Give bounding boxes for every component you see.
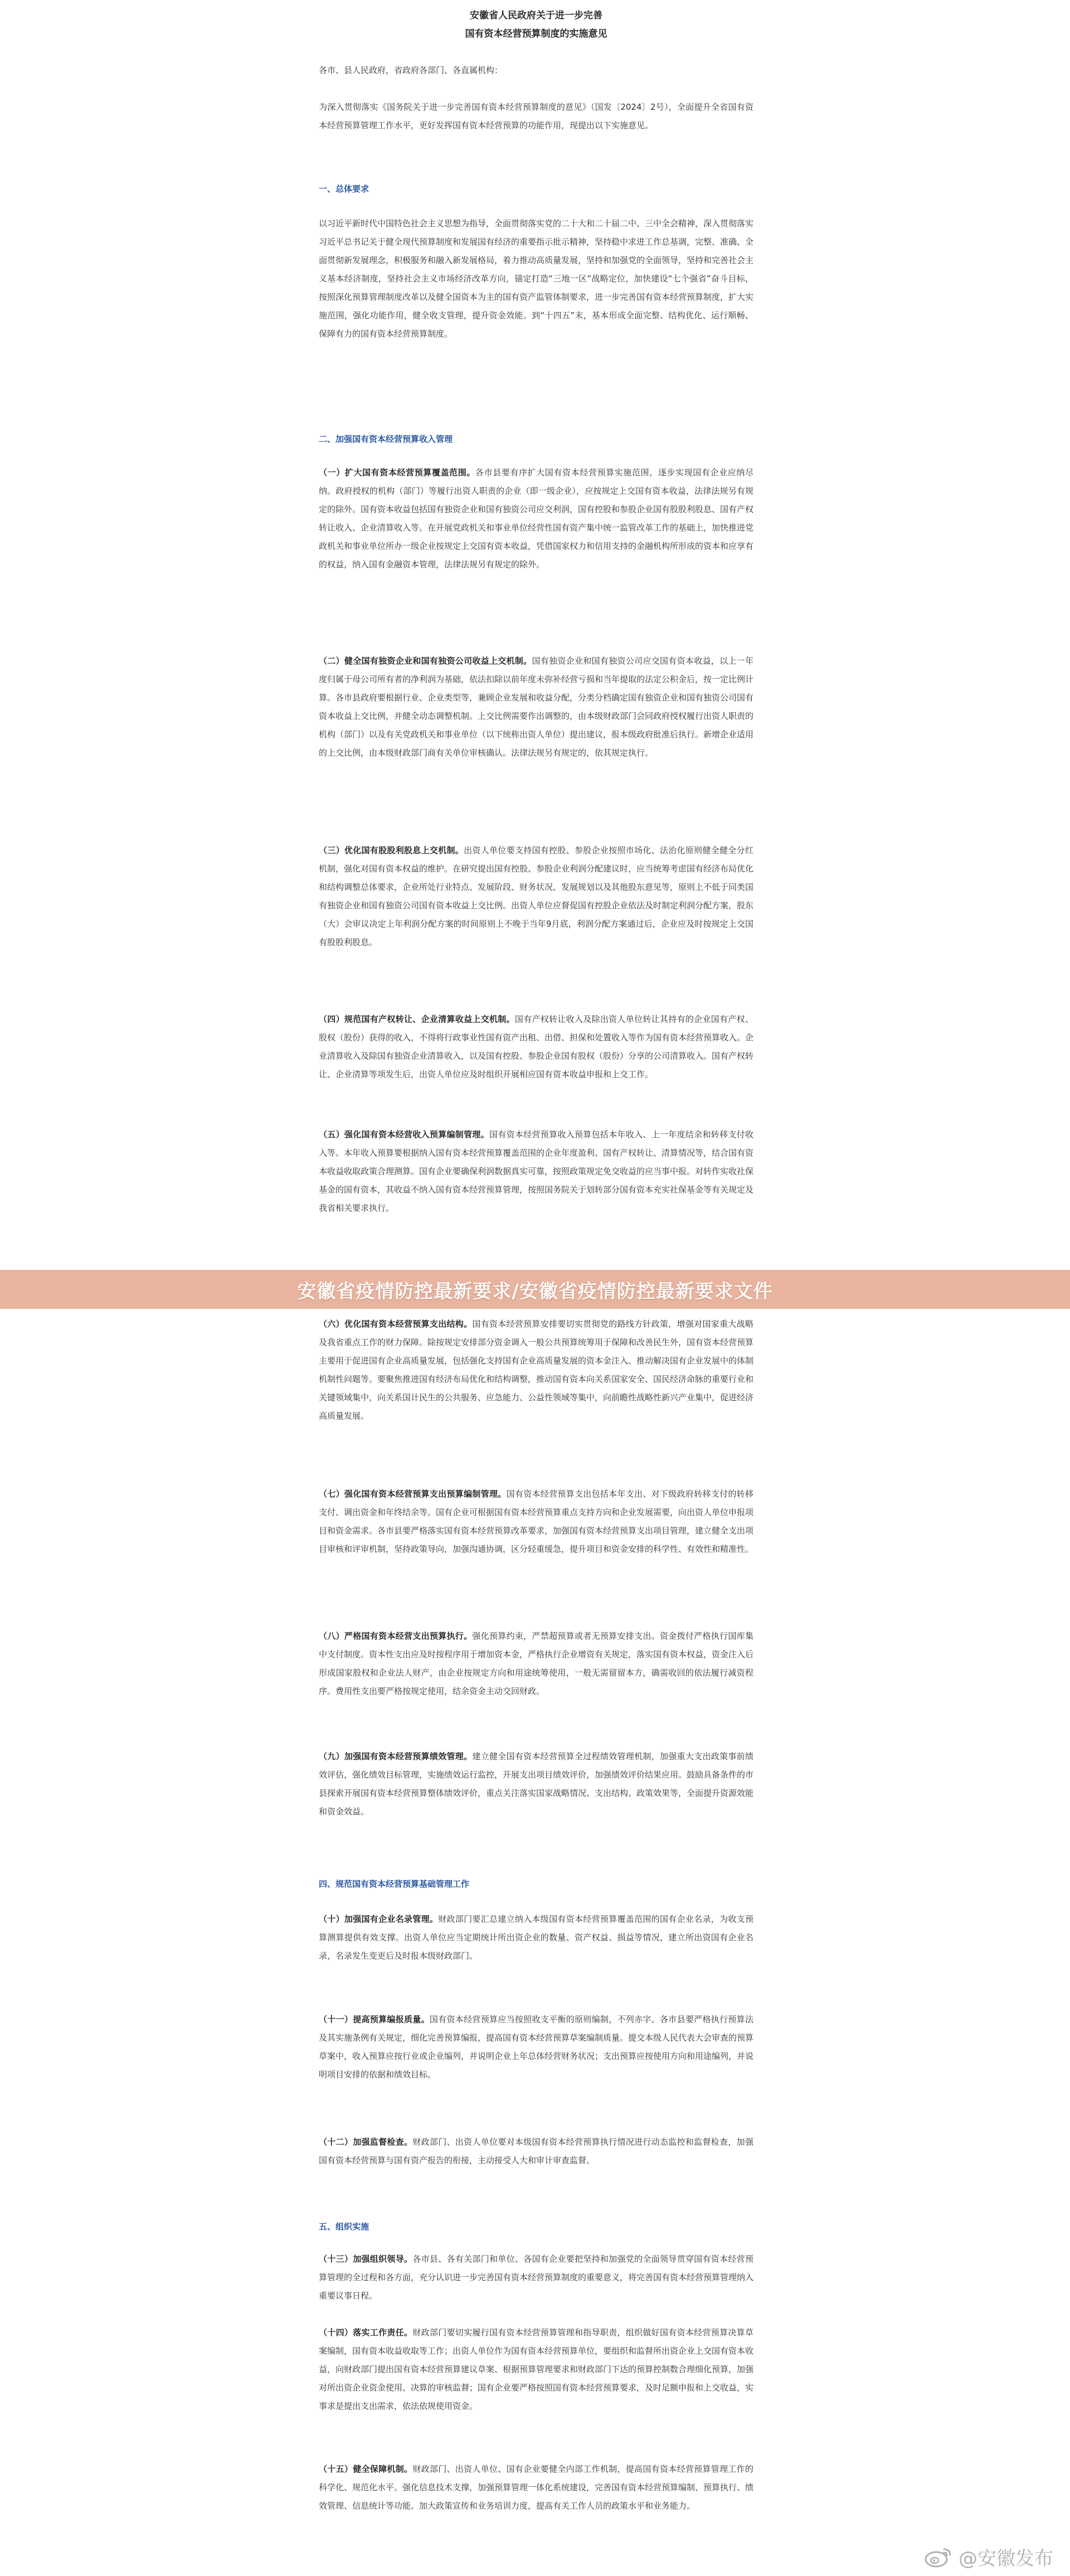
- item-15-lead: （十五）健全保障机制。: [319, 2464, 413, 2474]
- item-5-body: 国有资本经营预算收入预算包括本年收入、上一年度结余和转移支付收入等。本年收入预算要根据纳入国有资本经营预算覆盖范围的企业年度盈利、国有产权转让、清算情况等，结合国有资本收益收取政策合理测算。国有企业要确保利润数据真实可靠，按照政策规定免交收益的应当事中报。对转作实收社保基金的国有资本，其收益不纳入国有资本经营预算管理，按照国务院关于划转部分国有资本充实社保基金等有关规定及我省相关要求执行。: [319, 1129, 753, 1213]
- item-11-body: 国有资本经营预算应当按照收支平衡的原则编制，不列赤字。各市县要严格执行预算法及其实施条例有关规定，细化完善预算编报，提高国有资本经营预算草案编制质量。提交本级人民代表大会审查的预算草案中，收入预算应按行业或企业编列，并说明企业上年总体经营财务状况；支出预算应按使用方向和用途编列，并说明项目安排的依据和绩效目标。: [319, 2014, 753, 2080]
- section-1-heading: 一、总体要求: [319, 184, 369, 194]
- article-title-banner[interactable]: [0, 1270, 1070, 1309]
- item-10-body: 财政部门要汇总建立纳入本级国有资本经营预算覆盖范围的国有企业名录，为收支预算测算提供有效支撑。出资人单位应当定期统计所出资企业的数量、资产权益、损益等情况，建立所出资国有企业名录，名录发生变更后及时报本级财政部门。: [319, 1914, 753, 1961]
- item-12: [319, 2133, 753, 2188]
- item-15: [319, 2460, 753, 2552]
- item-12-lead: （十二）加强监督检查。: [319, 2137, 413, 2147]
- item-3: [319, 841, 753, 1007]
- item-4-body: 国有产权转让收入及除出资人单位转让其持有的企业国有产权、股权（股份）获得的收入，不得将行政事业性国有资产出租、出借、担保和处置收入等作为国有资本经营预算收入。企业清算收入及除国有独资企业清算收入，以及国有控股、参股企业国有股权（股份）分享的公司清算收入。国有产权转让、企业清算等项发生后，出资人单位应及时组织开展相应国有资本收益申报和上交工作。: [319, 1014, 753, 1079]
- item-10-lead: （十）加强国有企业名录管理。: [319, 1914, 439, 1924]
- item-6: [319, 1315, 753, 1481]
- item-3-body: 出资人单位要支持国有控股、参股企业按照市场化、法治化原则健全健全分红机制，强化对国有资本权益的维护。在研究提出国有控股、参股企业利润分配建议时，应当统筹考虑国有经济布局优化和结构调整总体要求，企业所处行业特点、发展阶段、财务状况、发展规划以及其他股东意见等，原则上不低于同类国有独资企业和国有独资公司国有资本收益上交比例。出资人单位应督促国有控股企业依法及时制定利润分配方案，股东（大）会审议决定上年利润分配方案的时间原则上不晚于当年9月底，利润分配方案通过后，企业应及时按规定上交国有股股利股息。: [319, 845, 753, 947]
- item-13-lead: （十三）加强组织领导。: [319, 2254, 413, 2264]
- item-5: [319, 1126, 753, 1254]
- item-2-lead: （二）健全国有独资企业和国有独资公司收益上交机制。: [319, 656, 532, 666]
- weibo-icon: [924, 2546, 953, 2568]
- item-9-lead: （九）加强国有资本经营预算绩效管理。: [319, 1751, 473, 1761]
- section-1-body: 以习近平新时代中国特色社会主义思想为指导，全面贯彻落实党的二十大和二十届二中、三中全会精神，深入贯彻落实习近平总书记关于健全现代预算制度和发展国有经济的重要指示批示精神，坚持稳中求进工作总基调，完整、准确、全面贯彻新发展理念，积极服务和融入新发展格局，着力推动高质量发展，坚持和加强党的全面领导，坚持和完善社会主义基本经济制度，坚持社会主义市场经济改革方向，锚定打造“三地一区”战略定位，加快建设“七个强省”奋斗目标，按照深化预算管理制度改革以及健全国资本为主的国有资产监管体制要求，进一步完善国有资本经营预算制度，扩大实施范围，强化功能作用，健全收支管理，提升资金效能。到“十四五”末，基本形成全面完整、结构优化、运行顺畅、保障有力的国有资本经营预算制度。: [319, 218, 753, 339]
- item-8-body: 强化预算约束，严禁超预算或者无预算安排支出。资金拨付严格执行国库集中支付制度。资本性支出应及时按程序用于增加资本金，严格执行企业增资有关规定，落实国有资本权益，资金注入后形成国家股权和企业法人财产，由企业按规定方向和用途统筹使用，一般无需留留本方，确需收回的依法履行减资程序。费用性支出要严格按规定使用，结余资金主动交回财政。: [319, 1631, 753, 1696]
- item-13-body: 各市县、各有关部门和单位、各国有企业要把坚持和加强党的全面领导贯穿国有资本经营预算管理的全过程和各方面，充分认识进一步完善国有资本经营预算制度的重要意义，将完善国有资本经营预算管理纳入重要议事日程。: [319, 2254, 753, 2301]
- item-11-lead: （十一）提高预算编报质量。: [319, 2014, 430, 2024]
- item-7-body: 国有资本经营预算支出包括本年支出、对下级政府转移支付的转移支付、调出资金和年终结余等。国有企业可根据国有资本经营预算重点支持方向和企业发展需要，向出资人单位申报项目和资金需求。各市县要严格落实国有资本经营预算改革要求，加强国有资本经营预算支出项目管理，建立健全支出项目审核和评审机制，坚持政策导向，加强沟通协调，区分轻重缓急，提升项目和资金安排的科学性、有效性和精准性。: [319, 1489, 753, 1554]
- section-5-heading: 五、组织实施: [319, 2222, 369, 2232]
- item-4-lead: （四）规范国有产权转让、企业清算收益上交机制。: [319, 1014, 515, 1024]
- item-7-lead: （七）强化国有资本经营预算支出预算编制管理。: [319, 1489, 507, 1499]
- item-2-body: 国有独资企业和国有独资公司应交国有资本收益，以上一年度归属于母公司所有者的净利润为基础，依法扣除以前年度未弥补经营亏损和当年提取的法定公积金后，按一定比例计算。各市县政府要根据行业、企业类型等，兼顾企业发展和收益分配，分类分档确定国有独资企业和国有独资公司国有资本收益上交比例，并健全动态调整机制。上交比例需要作出调整的，由本级财政部门会同政府授权履行出资人职责的机构（部门）以及有关党政机关和事业单位（以下统称出资人单位）提出建议，报本级政府批准后执行。新增企业适用的上交比例，由本级财政部门商有关单位审核确认。法律法规另有规定的，依其规定执行。: [319, 656, 753, 758]
- item-8-lead: （八）严格国有资本经营支出预算执行。: [319, 1631, 473, 1641]
- item-8: [319, 1627, 753, 1737]
- intro-paragraph: 为深入贯彻落实《国务院关于进一步完善国有资本经营预算制度的意见》（国发〔2024〕2号），全面提升全省国有资本经营预算管理工作水平，更好发挥国有资本经营预算的功能作用，现提出以下实施意见。: [319, 102, 753, 130]
- item-13: [319, 2250, 753, 2305]
- item-14: [319, 2324, 753, 2434]
- section-4-heading: 四、规范国有资本经营预算基础管理工作: [319, 1879, 470, 1889]
- item-3-lead: （三）优化国有股股利股息上交机制。: [319, 845, 464, 855]
- item-14-body: 财政部门要切实履行国有资本经营预算管理和指导职责，组织做好国有资本经营预算决算草案编制，国有资本收益收取等工作；出资人单位作为国有资本经营预算单位，要组织和监督所出资企业上交国有资本收益，向财政部门提出国有资本经营预算建议草案、根据预算管理要求和财政部门下达的预算控制数合理细化预算，加强对所出资企业资金使用、决算的审核监督；国有企业要严格按照国有资本经营预算要求，及时足额申报和上交收益，实事求是提出支出需求，依法依规使用资金。: [319, 2327, 753, 2411]
- section-2-heading: 二、加强国有资本经营预算收入管理: [319, 434, 453, 444]
- item-1-body: 各市县要有序扩大国有资本经营预算实施范围，逐步实现国有企业应纳尽纳。政府授权的机构（部门）等履行出资人职责的企业（即一级企业），应按规定上交国有资本收益，法律法规另有规定的除外。国有资本收益包括国有独资企业和国有独资公司应交利润，国有控股和参股企业国有股股利股息、国有产权转让收入、企业清算收入等。在开展党政机关和事业单位经营性国有资产集中统一监管改革工作的基础上，加快推进党政机关和事业单位所办一级企业按规定上交国有资本收益，凭借国家权力和信用支持的金融机构所形成的资本和应享有的权益，纳入国有金融资本管理，法律法规另有规定的除外。: [319, 468, 753, 569]
- watermark: [924, 2543, 1053, 2570]
- title-line-1: 安徽省人民政府关于进一步完善: [470, 10, 602, 21]
- item-4: [319, 1010, 753, 1121]
- addressee: 各市、县人民政府，省政府各部门、各直属机构：: [319, 65, 503, 75]
- banner-title: 安徽省疫情防控最新要求/安徽省疫情防控最新要求文件: [297, 1280, 773, 1303]
- item-1-lead: （一）扩大国有资本经营预算覆盖范围。: [319, 468, 476, 478]
- item-1: [319, 464, 753, 647]
- item-14-lead: （十四）落实工作责任。: [319, 2327, 413, 2338]
- item-12-body: 财政部门、出资人单位要对本级国有资本经营预算执行情况进行动态监控和监督检查，加强国有资本经营预算与国有资产报告的衔接，主动接受人大和审计审查监督。: [319, 2137, 753, 2165]
- title-line-2: 国有资本经营预算制度的实施意见: [465, 28, 607, 40]
- watermark-text: @安徽发布: [959, 2548, 1053, 2570]
- document-title: [319, 7, 753, 43]
- item-11: [319, 2010, 753, 2102]
- item-9-body: 建立健全国有资本经营预算全过程绩效管理机制，加强重大支出政策事前绩效评估，强化绩效目标管理，实施绩效运行监控，开展支出项目绩效评价，加强绩效评价结果应用。鼓励具备条件的市县探索开展国有资本经营预算整体绩效评价，重点关注落实国家战略情况、支出结构、政策效果等，全面提升资源效能和资金效益。: [319, 1751, 753, 1817]
- item-2: [319, 652, 753, 836]
- item-9: [319, 1747, 753, 1858]
- item-15-body: 财政部门、出资人单位、国有企业要健全内部工作机制，提高国有资本经营预算管理工作的科学化、规范化水平。强化信息技术支撑，加强预算管理一体化系统建设，完善国有资本经营预算编制、预算执行、绩效管理、信息统计等功能。加大政策宣传和业务培训力度，提高有关工作人员的政策水平和业务能力。: [319, 2464, 753, 2511]
- item-10: [319, 1910, 753, 1984]
- item-5-lead: （五）强化国有资本经营收入预算编制管理。: [319, 1129, 489, 1140]
- item-7: [319, 1485, 753, 1614]
- item-6-body: 国有资本经营预算安排要切实贯彻党的路线方针政策，增强对国家重大战略及我省重点工作的财力保障。除按规定安排部分资金调入一般公共预算统筹用于保障和改善民生外，国有资本经营预算主要用于促进国有企业高质量发展，包括强化支持国有企业高质量发展的资本金注入、推动解决国有企业发展中的体制机制性问题等。要聚焦推进国有经济布局优化和结构调整，推动国有资本向关系国家安全、国民经济命脉的重要行业和关键领域集中，向关系国计民生的公共服务、应急能力、公益性领域等集中，向前瞻性战略性新兴产业集中，促进经济高质量发展。: [319, 1319, 753, 1421]
- item-6-lead: （六）优化国有资本经营预算支出结构。: [319, 1319, 473, 1329]
